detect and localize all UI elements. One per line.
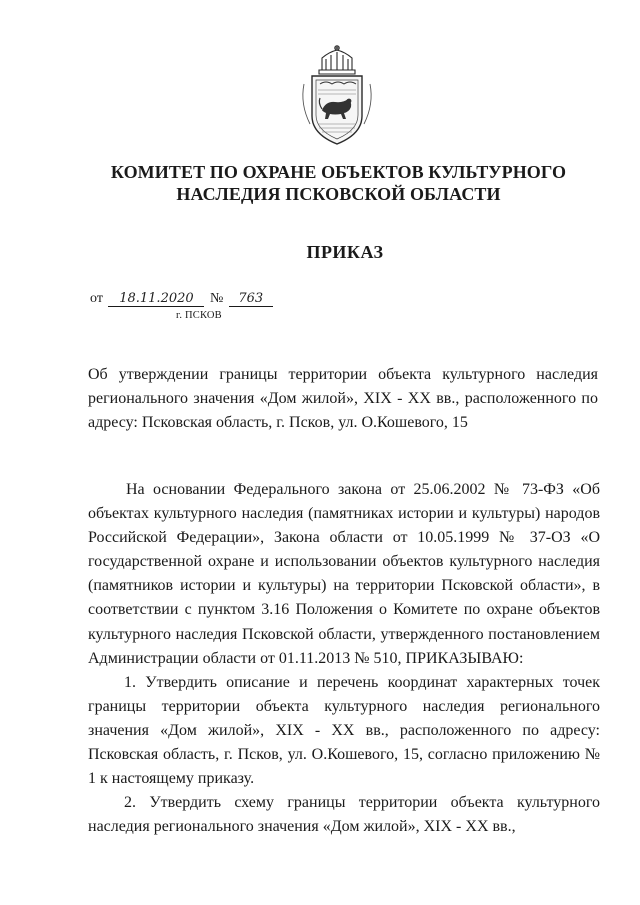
order-number: 763 <box>229 292 273 307</box>
order-subject: Об утверждении границы территории объекта культурного наследия регионального значения «Дом жилой», XIX - XX вв., расположенного по адресу: Псковская область, г. Псков, ул. О.Кошевого, 15 <box>88 366 598 431</box>
organization-title-line-2: НАСЛЕДИЯ ПСКОВСКОЙ ОБЛАСТИ <box>176 184 501 204</box>
order-date: 18.11.2020 <box>108 292 204 307</box>
order-city: г. ПСКОВ <box>176 310 222 321</box>
order-number-label: № <box>209 291 224 306</box>
order-details <box>88 291 273 307</box>
organization-title <box>60 161 617 205</box>
document-type: ПРИКАЗ <box>306 242 384 262</box>
order-preamble: На основании Федерального закона от 25.06.2002 № 73-ФЗ «Об объектах культурного наследия (памятниках истории и культуры) народов Российской Федерации», Закона области от 10.05.1999 № 37-ОЗ «О государственной охране и использовании объектов культурного наследия (памятников истории и культуры) на территории Псковской области», в соответствии с пунктом 3.16 Положения о Комитете по охране объектов культурного наследия Псковской области, утвержденного постановлением Администрации области от 01.11.2013 № 510, ПРИКАЗЫВАЮ: <box>88 481 600 667</box>
order-body <box>88 478 600 839</box>
organization-title-line-1: КОМИТЕТ ПО ОХРАНЕ ОБЪЕКТОВ КУЛЬТУРНОГО <box>110 162 567 182</box>
coat-of-arms-emblem <box>298 44 376 148</box>
order-from-label: от <box>90 291 103 306</box>
order-item-1: 1. Утвердить описание и перечень координат характерных точек границы территории объекта культурного наследия регионального значения «Дом жилой», XIX - XX вв., расположенного по адресу: Псковская область, г. Псков, ул. О.Кошевого, 15, согласно приложению № 1 к настоящему приказу. <box>88 673 600 788</box>
order-item-2: 2. Утвердить схему границы территории объекта культурного наследия регионального значения «Дом жилой», XIX - XX вв., <box>88 794 600 836</box>
